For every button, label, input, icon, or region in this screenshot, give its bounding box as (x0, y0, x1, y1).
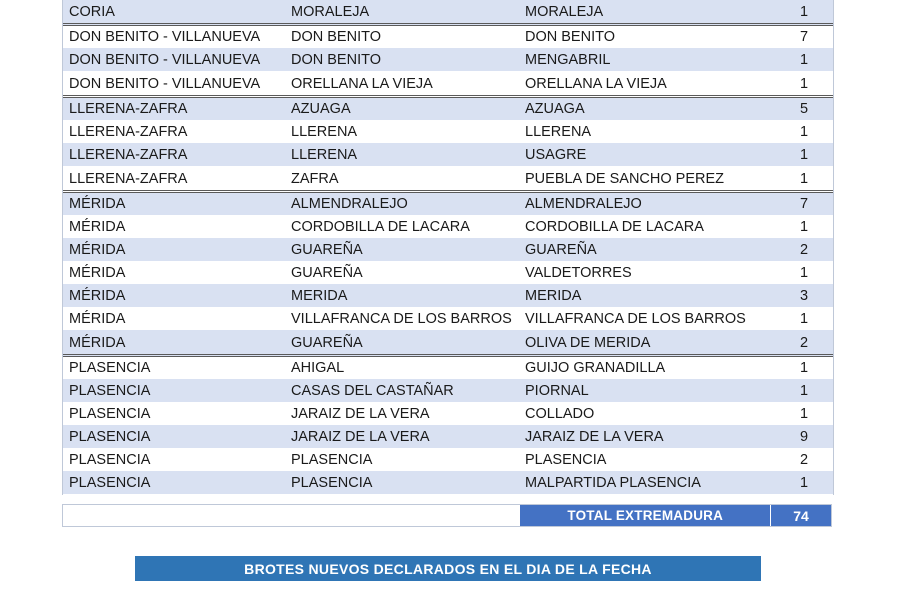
municipality-cell: GUIJO GRANADILLA (525, 360, 666, 376)
area-cell: PLASENCIA (69, 475, 151, 491)
table-row (63, 144, 833, 167)
municipality-cell: JARAIZ DE LA VERA (525, 429, 664, 445)
district-cell: ALMENDRALEJO (291, 196, 408, 212)
area-cell: PLASENCIA (69, 406, 151, 422)
district-cell: LLERENA (291, 124, 358, 140)
table-row (63, 121, 833, 144)
count-cell: 1 (799, 147, 809, 163)
area-cell: LLERENA-ZAFRA (69, 170, 188, 187)
count-cell: 7 (799, 196, 809, 212)
count-cell: 1 (799, 52, 809, 68)
area-cell: PLASENCIA (69, 452, 151, 468)
count-cell: 2 (799, 242, 809, 258)
municipality-cell: OLIVA DE MERIDA (525, 334, 651, 351)
count-cell: 1 (799, 170, 809, 187)
area-cell: CORIA (69, 3, 115, 20)
count-cell: 2 (799, 452, 809, 468)
area-cell: LLERENA-ZAFRA (69, 147, 188, 163)
count-cell: 5 (799, 101, 809, 117)
table-row (63, 380, 833, 403)
count-cell: 1 (799, 219, 809, 235)
district-cell: ZAFRA (291, 170, 339, 187)
table-row (63, 426, 833, 449)
count-cell: 1 (799, 406, 809, 422)
district-cell: ORELLANA LA VIEJA (291, 75, 433, 92)
count-cell: 3 (799, 288, 809, 304)
district-cell: CORDOBILLA DE LACARA (291, 219, 470, 235)
area-cell: MÉRIDA (69, 219, 126, 235)
table-row (63, 98, 833, 121)
total-value: 74 (770, 505, 831, 526)
area-cell: MÉRIDA (69, 334, 126, 351)
municipality-cell: MENGABRIL (525, 52, 611, 68)
area-cell: MÉRIDA (69, 242, 126, 258)
total-row (62, 504, 832, 527)
table-row (63, 357, 833, 380)
municipality-cell: ORELLANA LA VIEJA (525, 75, 667, 92)
count-cell: 1 (799, 124, 809, 140)
table-row (63, 216, 833, 239)
count-cell: 1 (799, 3, 809, 20)
district-cell: GUAREÑA (291, 334, 363, 351)
count-cell: 1 (799, 475, 809, 491)
municipality-cell: PUEBLA DE SANCHO PEREZ (525, 170, 725, 187)
district-cell: DON BENITO (291, 29, 381, 45)
municipality-cell: CORDOBILLA DE LACARA (525, 219, 704, 235)
table-row (63, 193, 833, 216)
district-cell: DON BENITO (291, 52, 381, 68)
table-row (63, 239, 833, 262)
area-cell: MÉRIDA (69, 265, 126, 281)
count-cell: 1 (799, 75, 809, 92)
area-cell: MÉRIDA (69, 288, 126, 304)
municipality-cell: VALDETORRES (525, 265, 632, 281)
count-cell: 1 (799, 383, 809, 399)
district-cell: LLERENA (291, 147, 358, 163)
district-cell: JARAIZ DE LA VERA (291, 406, 430, 422)
count-cell: 7 (799, 29, 809, 45)
table-row (63, 0, 833, 26)
municipality-cell: MERIDA (525, 288, 582, 304)
table-row (63, 308, 833, 331)
municipality-cell: AZUAGA (525, 101, 585, 117)
table-row (63, 449, 833, 472)
table-row (63, 331, 833, 357)
district-cell: GUAREÑA (291, 265, 363, 281)
district-cell: PLASENCIA (291, 475, 373, 491)
total-label: TOTAL EXTREMADURA (520, 505, 770, 526)
district-cell: VILLAFRANCA DE LOS BARROS (291, 311, 512, 327)
district-cell: PLASENCIA (291, 452, 373, 468)
municipality-cell: GUAREÑA (525, 242, 597, 258)
municipality-cell: USAGRE (525, 147, 587, 163)
total-blank-cell (63, 505, 520, 526)
district-cell: JARAIZ DE LA VERA (291, 429, 430, 445)
count-cell: 2 (799, 334, 809, 351)
area-cell: LLERENA-ZAFRA (69, 124, 188, 140)
outbreak-table (62, 0, 834, 495)
table-row (63, 167, 833, 193)
area-cell: MÉRIDA (69, 196, 126, 212)
area-cell: PLASENCIA (69, 429, 151, 445)
municipality-cell: VILLAFRANCA DE LOS BARROS (525, 311, 746, 327)
area-cell: MÉRIDA (69, 311, 126, 327)
district-cell: MERIDA (291, 288, 348, 304)
municipality-cell: LLERENA (525, 124, 592, 140)
municipality-cell: PLASENCIA (525, 452, 607, 468)
area-cell: LLERENA-ZAFRA (69, 101, 188, 117)
table-row (63, 49, 833, 72)
municipality-cell: ALMENDRALEJO (525, 196, 642, 212)
area-cell: DON BENITO - VILLANUEVA (69, 29, 261, 45)
count-cell: 1 (799, 265, 809, 281)
district-cell: AZUAGA (291, 101, 351, 117)
municipality-cell: COLLADO (525, 406, 595, 422)
district-cell: AHIGAL (291, 360, 345, 376)
municipality-cell: DON BENITO (525, 29, 615, 45)
district-cell: CASAS DEL CASTAÑAR (291, 383, 454, 399)
count-cell: 9 (799, 429, 809, 445)
area-cell: PLASENCIA (69, 383, 151, 399)
municipality-cell: PIORNAL (525, 383, 589, 399)
area-cell: DON BENITO - VILLANUEVA (69, 75, 261, 92)
table-row (63, 472, 833, 495)
section-banner: BROTES NUEVOS DECLARADOS EN EL DIA DE LA FECHA (135, 556, 761, 581)
area-cell: DON BENITO - VILLANUEVA (69, 52, 261, 68)
district-cell: MORALEJA (291, 3, 370, 20)
count-cell: 1 (799, 360, 809, 376)
municipality-cell: MORALEJA (525, 3, 604, 20)
table-row (63, 403, 833, 426)
municipality-cell: MALPARTIDA PLASENCIA (525, 475, 701, 491)
count-cell: 1 (799, 311, 809, 327)
table-row (63, 262, 833, 285)
table-row (63, 285, 833, 308)
table-row (63, 72, 833, 98)
district-cell: GUAREÑA (291, 242, 363, 258)
table-row (63, 26, 833, 49)
area-cell: PLASENCIA (69, 360, 151, 376)
